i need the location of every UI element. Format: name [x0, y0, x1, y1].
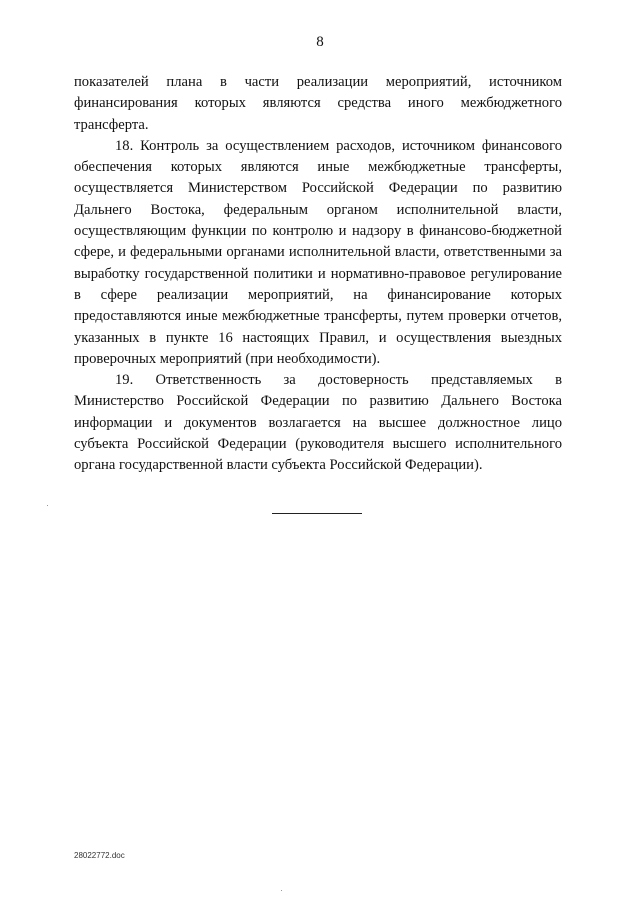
paragraph-18: 18. Контроль за осуществлением расходов, источником финансового обеспечения которых являются иные межбюджетные трансферты, осуществляется Министерством Российской Федерации по развитию Дальнего Востока, федеральным органом исполнительной власти, осуществляющим функции по контролю и надзору в финансово-бюджетной сфере, и федеральными органами исполнительной власти, ответственными за выработку государственной политики и нормативно-правовое регулирование в сфере реализации мероприятий, на финансирование которых предоставляются иные межбюджетные трансферты, путем проверки отчетов, указанных в пункте 16 настоящих Правил, и осуществления выездных проверочных мероприятий (при необходимости).: [74, 137, 562, 367]
paragraph-continuation: показателей плана в части реализации мероприятий, источником финансирования которых являются средства иного межбюджетного трансферта.: [74, 74, 562, 133]
paragraph-19: 19. Ответственность за достоверность представляемых в Министерство Российской Федерации по развитию Дальнего Востока информации и документов возлагается на высшее должностное лицо субъекта Российской Федерации (руководителя высшего исполнительного органа государственной власти субъекта Российской Федерации).: [74, 372, 562, 474]
scan-speck: [281, 890, 282, 891]
page-number: 8: [316, 34, 324, 50]
document-body: [74, 72, 562, 477]
scan-speck: [47, 505, 48, 506]
footer-file-name: 28022772.doc: [74, 851, 125, 860]
end-divider: [272, 513, 362, 514]
